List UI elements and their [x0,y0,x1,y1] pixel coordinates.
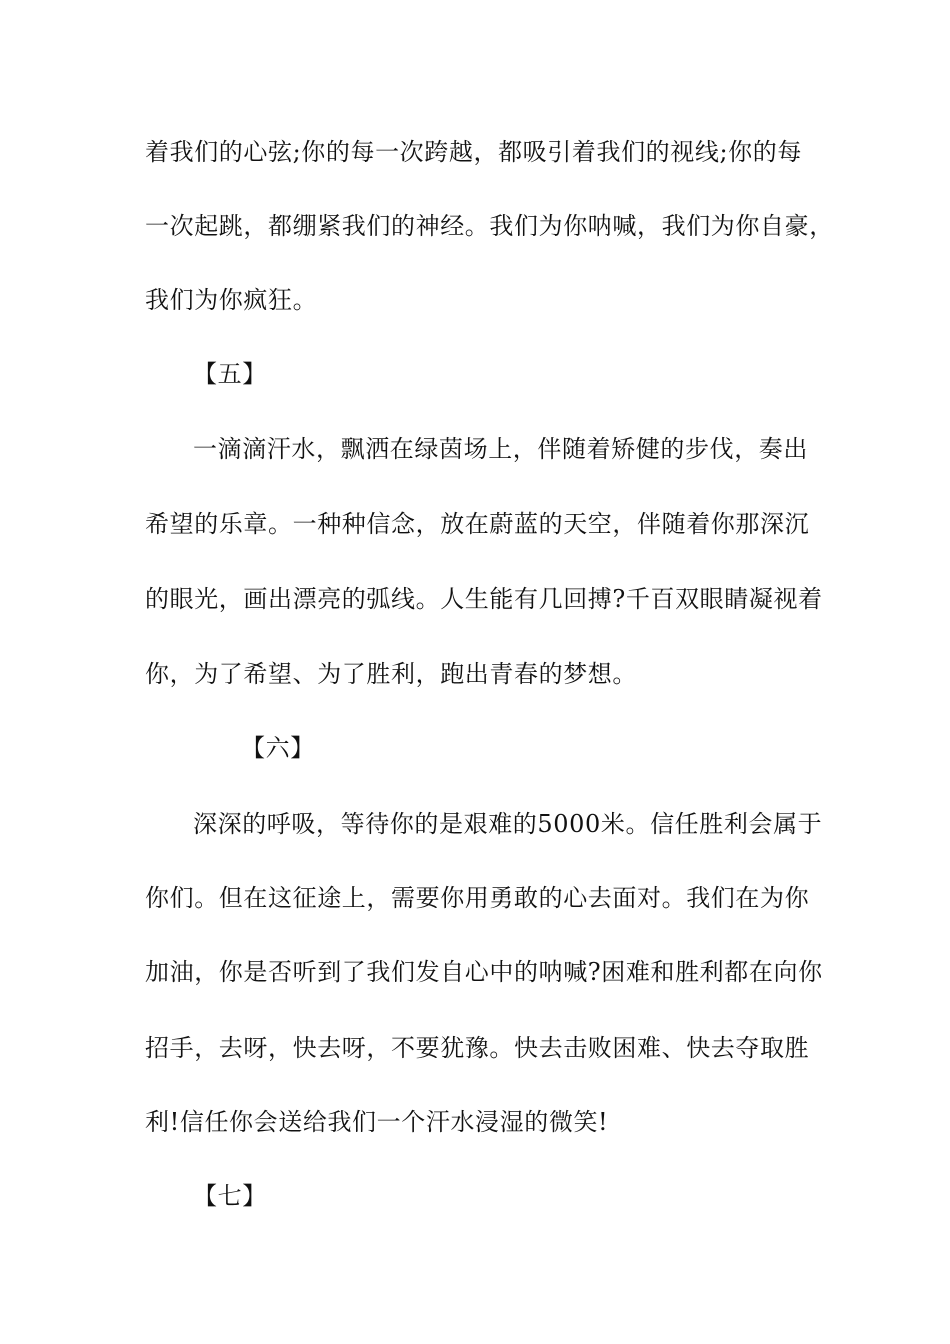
paragraph-line: 深深的呼吸，等待你的是艰难的5000米。信任胜利会属于 [193,810,823,838]
paragraph-line: 利!信任你会送给我们一个汗水浸湿的微笑! [145,1108,609,1136]
paragraph-line: 我们为你疯狂。 [145,286,318,314]
section-heading-five: 【五】 [193,360,267,388]
paragraph-line: 你，为了希望、为了胜利，跑出青春的梦想。 [145,660,637,688]
paragraph-line: 一次起跳，都绷紧我们的神经。我们为你呐喊，我们为你自豪， [145,212,834,240]
paragraph-line: 着我们的心弦;你的每一次跨越，都吸引着我们的视线;你的每 [145,138,802,166]
paragraph-line: 你们。但在这征途上，需要你用勇敢的心去面对。我们在为你 [145,884,810,912]
section-heading-six: 【六】 [241,734,315,762]
paragraph-line: 加油，你是否听到了我们发自心中的呐喊?困难和胜利都在向你 [145,958,823,986]
section-heading-seven: 【七】 [193,1182,267,1210]
paragraph-line: 希望的乐章。一种种信念，放在蔚蓝的天空，伴随着你那深沉 [145,510,810,538]
paragraph-line: 的眼光，画出漂亮的弧线。人生能有几回搏?千百双眼睛凝视着 [145,585,823,613]
paragraph-line: 招手，去呀，快去呀，不要犹豫。快去击败困难、快去夺取胜 [145,1034,810,1062]
paragraph-line: 一滴滴汗水，飘洒在绿茵场上，伴随着矫健的步伐，奏出 [193,435,808,463]
